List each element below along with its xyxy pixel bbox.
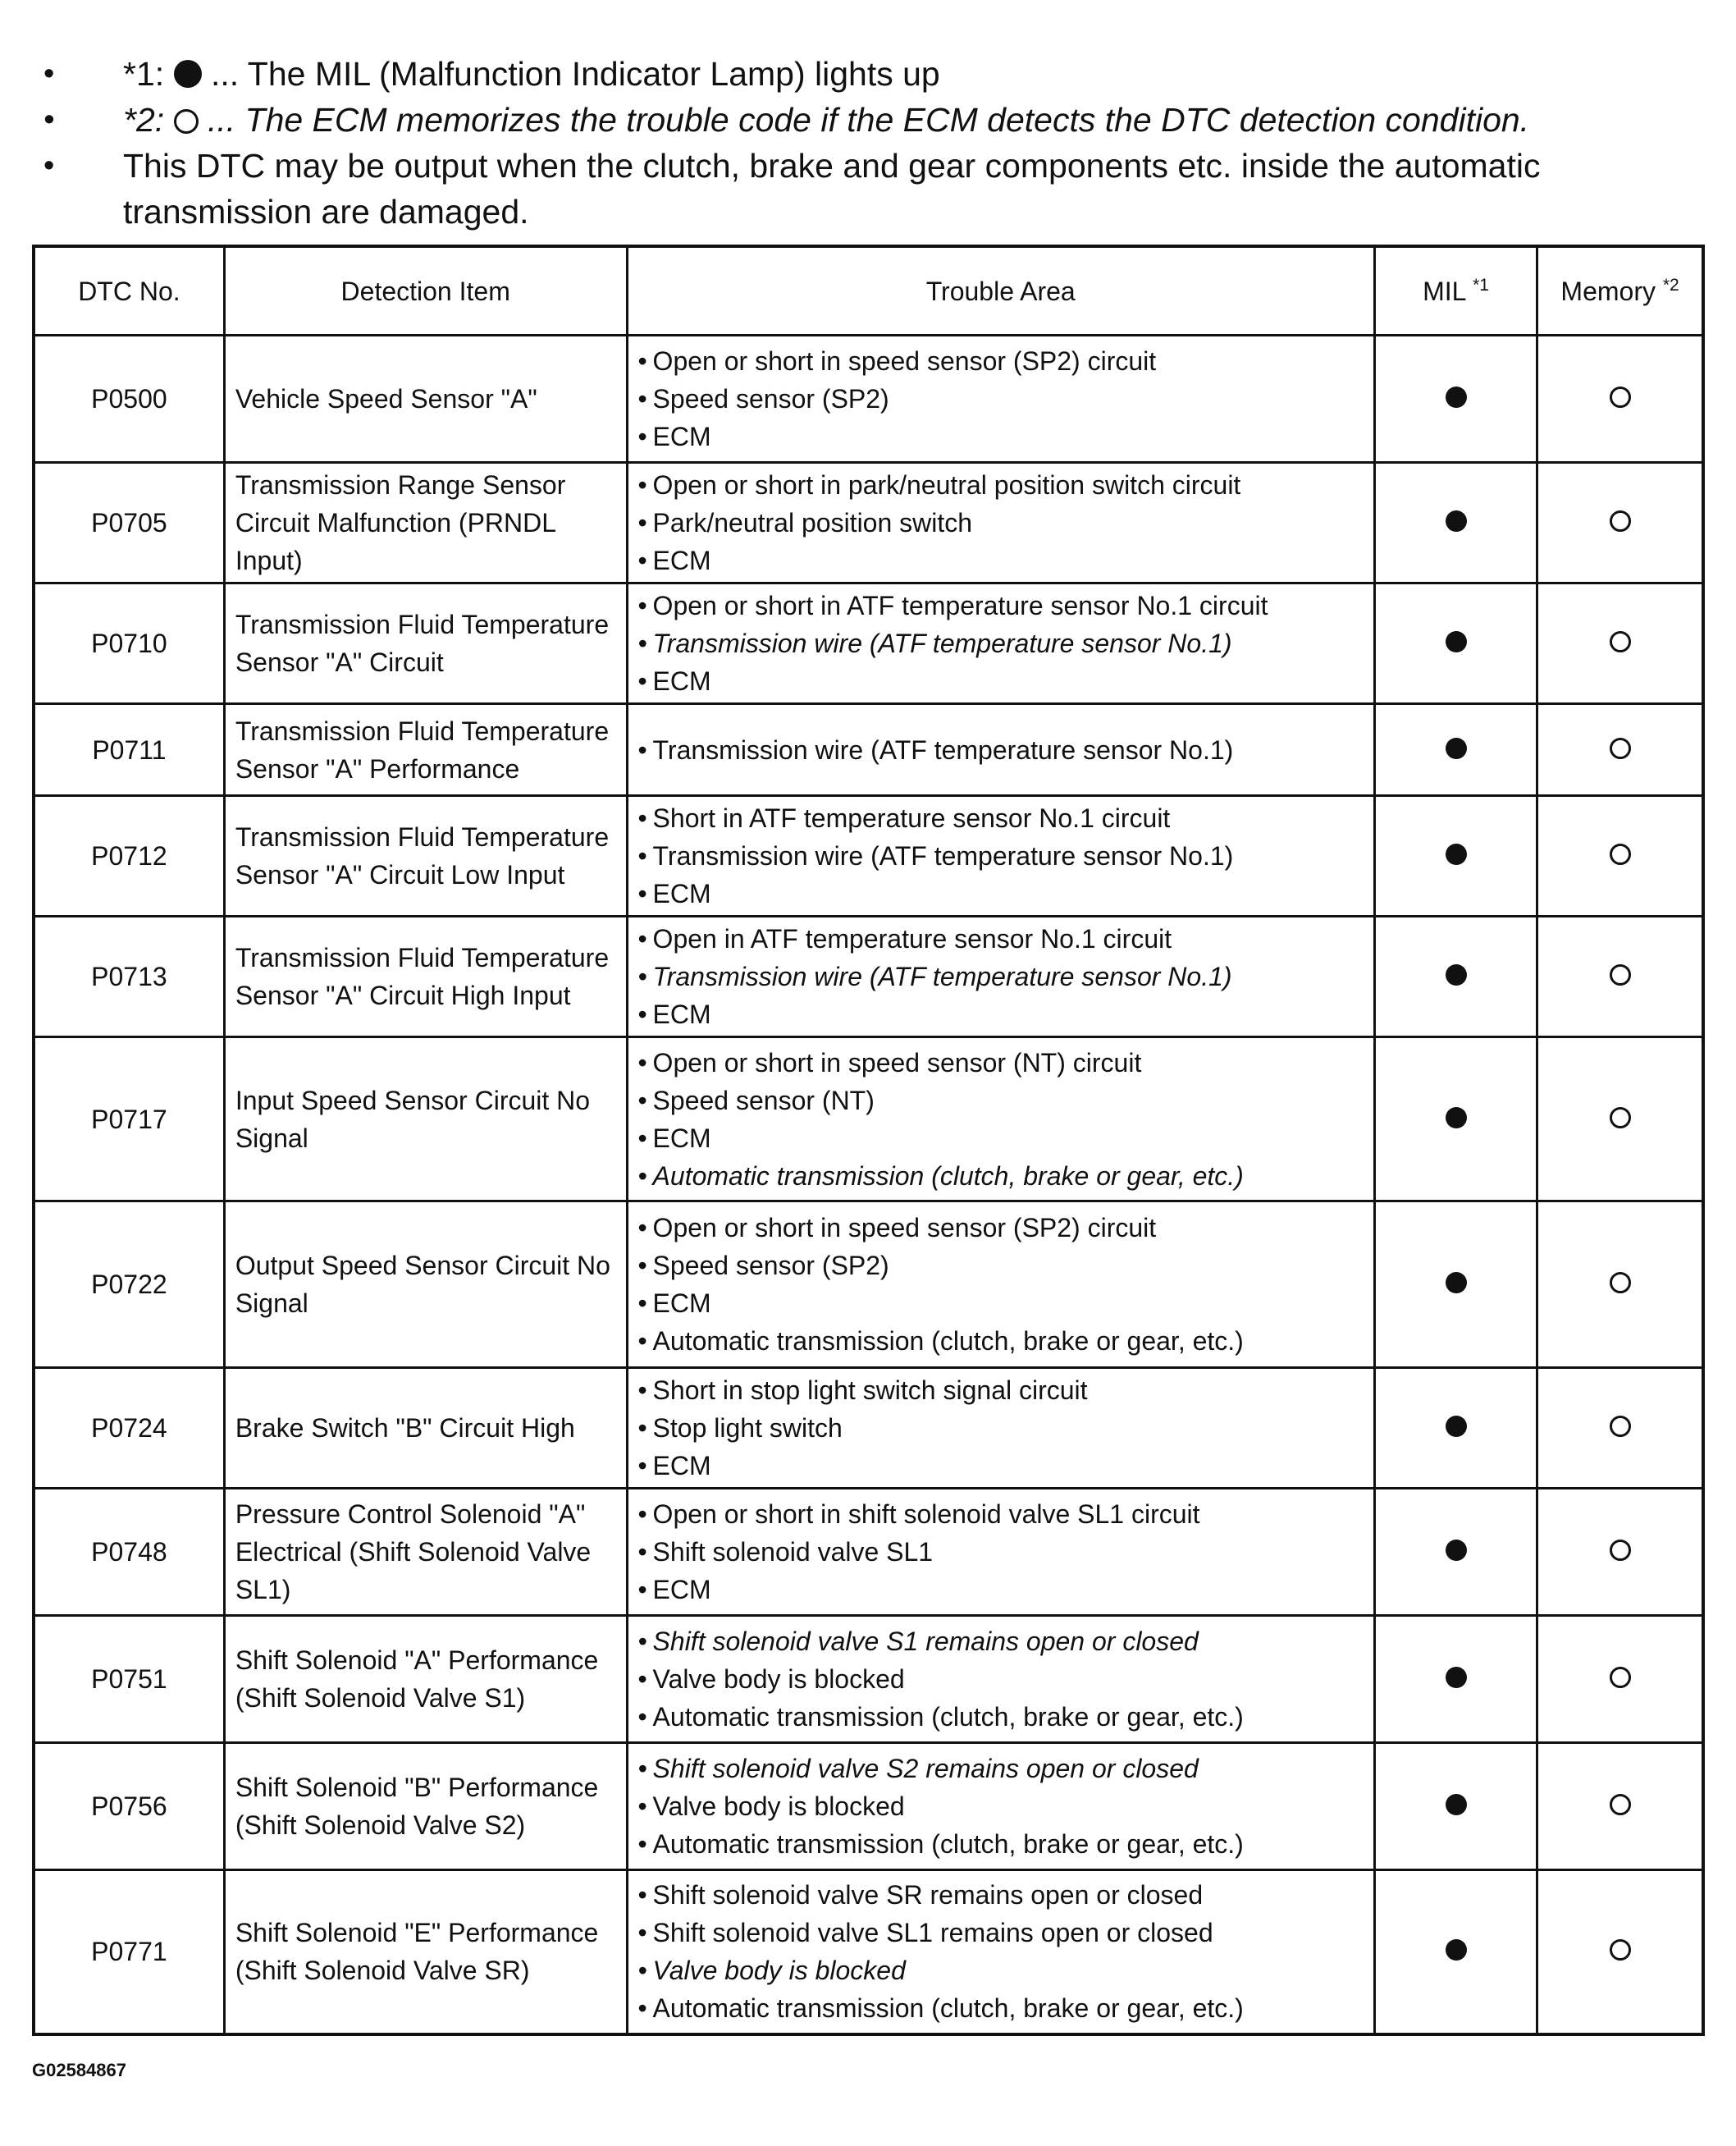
- dtc-code-cell: [34, 336, 224, 463]
- notes-list: [37, 51, 1702, 235]
- trouble-area-item: • ECM: [638, 1119, 1364, 1157]
- trouble-area-item: • Transmission wire (ATF temperature sensor No.1): [638, 731, 1364, 769]
- dtc-code-cell: [34, 917, 224, 1037]
- dtc-code: P0500: [91, 384, 167, 414]
- filled-circle-icon: [1446, 1107, 1467, 1128]
- open-circle-icon: [1610, 844, 1631, 865]
- memory-cell: [1537, 917, 1703, 1037]
- trouble-area-list: [638, 1209, 1364, 1360]
- detection-item: Transmission Fluid Temperature Sensor "A" Circuit: [224, 583, 627, 704]
- open-circle-icon: [174, 109, 199, 134]
- trouble-area-item: • Transmission wire (ATF temperature sensor No.1): [638, 958, 1364, 995]
- mil-cell: [1374, 1368, 1537, 1489]
- detection-item: Vehicle Speed Sensor "A": [224, 336, 627, 463]
- header-memory-note: *2: [1662, 275, 1679, 295]
- filled-circle-icon: [1446, 1416, 1467, 1437]
- mil-cell: [1374, 1037, 1537, 1201]
- header-mil-label: MIL: [1423, 276, 1466, 306]
- header-memory-label: Memory: [1560, 276, 1656, 306]
- trouble-area-list: [638, 1876, 1364, 2027]
- mil-cell: [1374, 463, 1537, 583]
- note-damage-text: This DTC may be output when the clutch, brake and gear components etc. inside the automatic transmission are damaged.: [123, 147, 1541, 231]
- table-header-row: [34, 246, 1703, 336]
- header-trouble-area: Trouble Area: [627, 246, 1374, 336]
- note-mil: [37, 51, 1702, 97]
- trouble-area-item: • Short in ATF temperature sensor No.1 circuit: [638, 799, 1364, 837]
- open-circle-icon: [1610, 1667, 1631, 1688]
- trouble-area-item: • Open or short in shift solenoid valve SL1 circuit: [638, 1495, 1364, 1533]
- trouble-area-item: • Speed sensor (SP2): [638, 1247, 1364, 1284]
- trouble-area-list: [638, 1371, 1364, 1485]
- dtc-code-cell: [34, 463, 224, 583]
- trouble-area-item: • ECM: [638, 995, 1364, 1033]
- trouble-area: [627, 917, 1374, 1037]
- memory-cell: [1537, 583, 1703, 704]
- mil-cell: [1374, 1489, 1537, 1616]
- open-circle-icon: [1610, 1794, 1631, 1815]
- table-row: [34, 1489, 1703, 1616]
- filled-circle-icon: [174, 60, 202, 88]
- trouble-area-item: • ECM: [638, 542, 1364, 579]
- trouble-area-item: • Transmission wire (ATF temperature sensor No.1): [638, 837, 1364, 875]
- trouble-area-item: • ECM: [638, 418, 1364, 455]
- dtc-code-cell: [34, 796, 224, 917]
- trouble-area-item: • Open in ATF temperature sensor No.1 circuit: [638, 920, 1364, 958]
- figure-id: G02584867: [32, 2060, 126, 2080]
- note-memory-text: ... The ECM memorizes the trouble code if the ECM detects the DTC detection condition.: [198, 101, 1530, 139]
- detection-item: Transmission Fluid Temperature Sensor "A" Circuit High Input: [224, 917, 627, 1037]
- note-memory: [37, 97, 1702, 143]
- trouble-area: [627, 583, 1374, 704]
- mil-cell: [1374, 1616, 1537, 1743]
- dtc-code-cell: [34, 1368, 224, 1489]
- memory-cell: [1537, 1201, 1703, 1368]
- table-row: [34, 1037, 1703, 1201]
- trouble-area-list: [638, 1622, 1364, 1736]
- dtc-code-cell: [34, 583, 224, 704]
- trouble-area-list: [638, 1044, 1364, 1195]
- trouble-area-item: • Automatic transmission (clutch, brake or gear, etc.): [638, 1322, 1364, 1360]
- note-mil-prefix: *1:: [123, 55, 165, 93]
- trouble-area-item: • Valve body is blocked: [638, 1952, 1364, 1989]
- trouble-area: [627, 1489, 1374, 1616]
- header-dtc-no: DTC No.: [34, 246, 224, 336]
- dtc-code-cell: [34, 1870, 224, 2034]
- open-circle-icon: [1610, 631, 1631, 652]
- dtc-code: P0771: [91, 1937, 167, 1967]
- memory-cell: [1537, 336, 1703, 463]
- trouble-area: [627, 1368, 1374, 1489]
- trouble-area-list: [638, 1750, 1364, 1863]
- table-body: [34, 336, 1703, 2034]
- trouble-area-list: [638, 466, 1364, 579]
- dtc-code-cell: [34, 704, 224, 796]
- dtc-code-cell: [34, 1743, 224, 1870]
- header-memory: [1537, 246, 1703, 336]
- trouble-area-item: • Speed sensor (NT): [638, 1082, 1364, 1119]
- dtc-code: P0748: [91, 1537, 167, 1567]
- detection-item: Pressure Control Solenoid "A" Electrical (Shift Solenoid Valve SL1): [224, 1489, 627, 1616]
- trouble-area-item: • Speed sensor (SP2): [638, 380, 1364, 418]
- trouble-area-item: • Shift solenoid valve SR remains open or closed: [638, 1876, 1364, 1914]
- memory-cell: [1537, 463, 1703, 583]
- open-circle-icon: [1610, 1272, 1631, 1293]
- memory-cell: [1537, 1037, 1703, 1201]
- trouble-area: [627, 796, 1374, 917]
- trouble-area-item: • ECM: [638, 875, 1364, 913]
- trouble-area: [627, 463, 1374, 583]
- trouble-area-item: • Open or short in speed sensor (SP2) circuit: [638, 342, 1364, 380]
- trouble-area: [627, 704, 1374, 796]
- trouble-area: [627, 1616, 1374, 1743]
- dtc-code: P0722: [91, 1270, 167, 1299]
- filled-circle-icon: [1446, 738, 1467, 759]
- trouble-area-item: • Shift solenoid valve SL1: [638, 1533, 1364, 1571]
- open-circle-icon: [1610, 1939, 1631, 1961]
- memory-cell: [1537, 704, 1703, 796]
- trouble-area-item: • Open or short in park/neutral position switch circuit: [638, 466, 1364, 504]
- trouble-area-list: [638, 342, 1364, 455]
- detection-item: Transmission Fluid Temperature Sensor "A" Circuit Low Input: [224, 796, 627, 917]
- trouble-area: [627, 1201, 1374, 1368]
- dtc-code-cell: [34, 1489, 224, 1616]
- trouble-area-item: • Park/neutral position switch: [638, 504, 1364, 542]
- detection-item: Brake Switch "B" Circuit High: [224, 1368, 627, 1489]
- table-row: [34, 1743, 1703, 1870]
- open-circle-icon: [1610, 964, 1631, 986]
- trouble-area-item: • Open or short in speed sensor (SP2) circuit: [638, 1209, 1364, 1247]
- mil-cell: [1374, 917, 1537, 1037]
- table-row: [34, 917, 1703, 1037]
- trouble-area-item: • Valve body is blocked: [638, 1660, 1364, 1698]
- dtc-code-cell: [34, 1616, 224, 1743]
- dtc-code: P0705: [91, 508, 167, 538]
- dtc-code: P0710: [91, 629, 167, 658]
- table-row: [34, 796, 1703, 917]
- trouble-area-item: • ECM: [638, 1571, 1364, 1608]
- detection-item: Transmission Range Sensor Circuit Malfunction (PRNDL Input): [224, 463, 627, 583]
- filled-circle-icon: [1446, 844, 1467, 865]
- trouble-area-item: • Stop light switch: [638, 1409, 1364, 1447]
- filled-circle-icon: [1446, 964, 1467, 986]
- detection-item: Output Speed Sensor Circuit No Signal: [224, 1201, 627, 1368]
- filled-circle-icon: [1446, 387, 1467, 408]
- note-memory-prefix: *2:: [123, 101, 165, 139]
- open-circle-icon: [1610, 387, 1631, 408]
- mil-cell: [1374, 796, 1537, 917]
- memory-cell: [1537, 796, 1703, 917]
- memory-cell: [1537, 1743, 1703, 1870]
- dtc-code: P0756: [91, 1791, 167, 1821]
- open-circle-icon: [1610, 1540, 1631, 1561]
- detection-item: Shift Solenoid "B" Performance (Shift Solenoid Valve S2): [224, 1743, 627, 1870]
- memory-cell: [1537, 1870, 1703, 2034]
- table-row: [34, 1201, 1703, 1368]
- trouble-area-item: • Open or short in speed sensor (NT) circuit: [638, 1044, 1364, 1082]
- open-circle-icon: [1610, 510, 1631, 532]
- memory-cell: [1537, 1489, 1703, 1616]
- filled-circle-icon: [1446, 631, 1467, 652]
- memory-cell: [1537, 1368, 1703, 1489]
- trouble-area-list: [638, 587, 1364, 700]
- filled-circle-icon: [1446, 1939, 1467, 1961]
- trouble-area-item: • Shift solenoid valve SL1 remains open or closed: [638, 1914, 1364, 1952]
- table-row: [34, 336, 1703, 463]
- filled-circle-icon: [1446, 1540, 1467, 1561]
- detection-item: Shift Solenoid "E" Performance (Shift Solenoid Valve SR): [224, 1870, 627, 2034]
- mil-cell: [1374, 583, 1537, 704]
- note-mil-text: ... The MIL (Malfunction Indicator Lamp) lights up: [201, 55, 940, 93]
- trouble-area-item: • Automatic transmission (clutch, brake or gear, etc.): [638, 1698, 1364, 1736]
- trouble-area: [627, 336, 1374, 463]
- dtc-code-cell: [34, 1201, 224, 1368]
- trouble-area-item: • Transmission wire (ATF temperature sensor No.1): [638, 625, 1364, 662]
- table-row: [34, 1870, 1703, 2034]
- dtc-table: [32, 245, 1705, 2036]
- trouble-area-item: • Shift solenoid valve S1 remains open or closed: [638, 1622, 1364, 1660]
- trouble-area-item: • Automatic transmission (clutch, brake or gear, etc.): [638, 1157, 1364, 1195]
- trouble-area-list: [638, 799, 1364, 913]
- trouble-area-list: [638, 920, 1364, 1033]
- open-circle-icon: [1610, 1416, 1631, 1437]
- table-row: [34, 583, 1703, 704]
- dtc-code: P0711: [92, 734, 167, 765]
- dtc-code: P0724: [91, 1413, 167, 1443]
- open-circle-icon: [1610, 1107, 1631, 1128]
- trouble-area-item: • ECM: [638, 1447, 1364, 1485]
- detection-item: Input Speed Sensor Circuit No Signal: [224, 1037, 627, 1201]
- table-row: [34, 463, 1703, 583]
- filled-circle-icon: [1446, 1272, 1467, 1293]
- table-row: [34, 704, 1703, 796]
- filled-circle-icon: [1446, 1794, 1467, 1815]
- trouble-area: [627, 1037, 1374, 1201]
- filled-circle-icon: [1446, 1667, 1467, 1688]
- filled-circle-icon: [1446, 510, 1467, 532]
- trouble-area-item: • Shift solenoid valve S2 remains open or closed: [638, 1750, 1364, 1787]
- trouble-area-item: • Valve body is blocked: [638, 1787, 1364, 1825]
- table-row: [34, 1368, 1703, 1489]
- detection-item: Shift Solenoid "A" Performance (Shift Solenoid Valve S1): [224, 1616, 627, 1743]
- trouble-area-item: • ECM: [638, 1284, 1364, 1322]
- memory-cell: [1537, 1616, 1703, 1743]
- trouble-area: [627, 1870, 1374, 2034]
- trouble-area-item: • ECM: [638, 662, 1364, 700]
- trouble-area-item: • Automatic transmission (clutch, brake or gear, etc.): [638, 1989, 1364, 2027]
- dtc-code-cell: [34, 1037, 224, 1201]
- trouble-area-item: • Short in stop light switch signal circuit: [638, 1371, 1364, 1409]
- dtc-code: P0712: [91, 841, 167, 871]
- table-row: [34, 1616, 1703, 1743]
- mil-cell: [1374, 1743, 1537, 1870]
- trouble-area-list: [638, 1495, 1364, 1608]
- mil-cell: [1374, 1201, 1537, 1368]
- dtc-code: P0751: [91, 1664, 167, 1694]
- dtc-code: P0713: [91, 962, 167, 991]
- header-mil: [1374, 246, 1537, 336]
- mil-cell: [1374, 704, 1537, 796]
- trouble-area: [627, 1743, 1374, 1870]
- mil-cell: [1374, 336, 1537, 463]
- detection-item: Transmission Fluid Temperature Sensor "A" Performance: [224, 704, 627, 796]
- header-detection-item: Detection Item: [224, 246, 627, 336]
- mil-cell: [1374, 1870, 1537, 2034]
- trouble-area-list: [638, 731, 1364, 769]
- header-mil-note: *1: [1473, 275, 1489, 295]
- open-circle-icon: [1610, 738, 1631, 759]
- dtc-code: P0717: [91, 1104, 167, 1134]
- trouble-area-item: • Open or short in ATF temperature sensor No.1 circuit: [638, 587, 1364, 625]
- trouble-area-item: • Automatic transmission (clutch, brake or gear, etc.): [638, 1825, 1364, 1863]
- note-damage: [37, 143, 1702, 235]
